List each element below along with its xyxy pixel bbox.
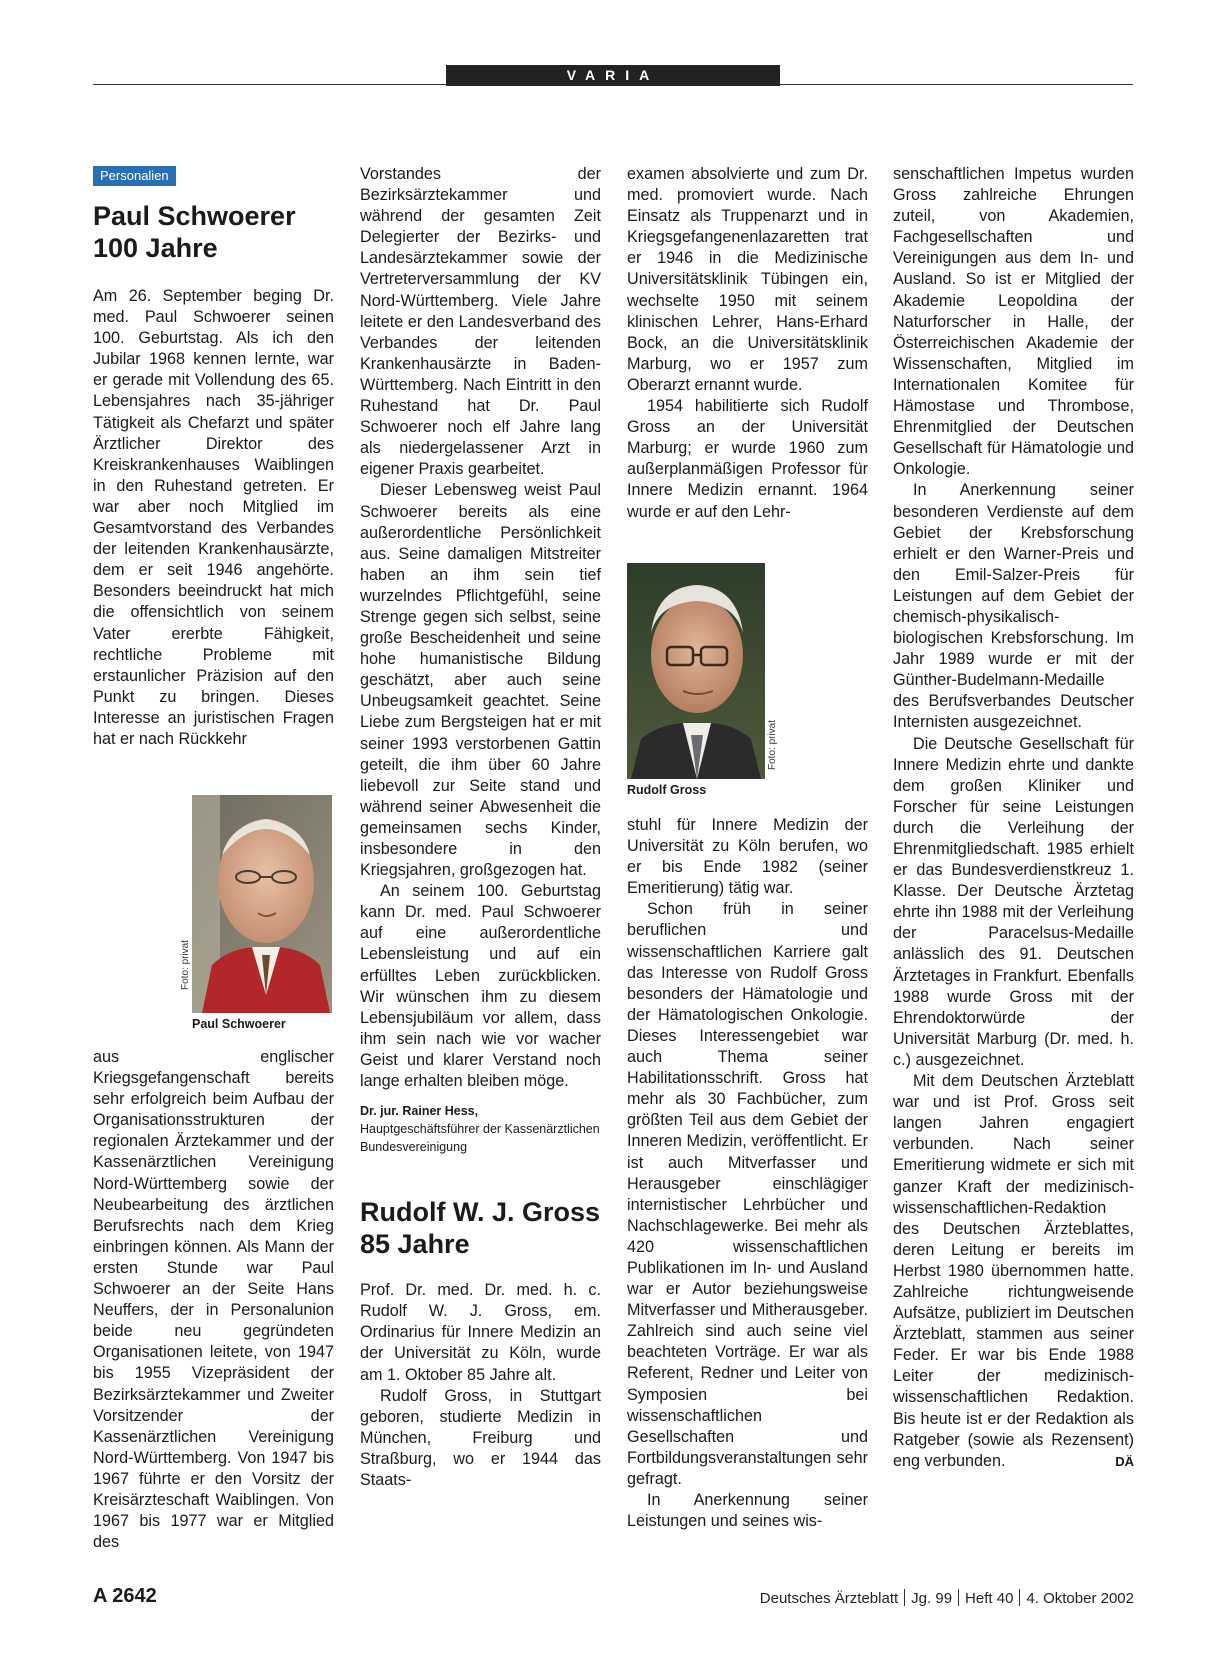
category-tag: Personalien <box>93 166 176 186</box>
article2-final-paragraph: Mit dem Deutschen Ärzteblatt war und ist Prof. Gross seit langen Jahren engagiert verbunden. Nach seiner Emeritierung widmete er sich mit ganzer Kraft der medizinisch-wissenschaftlichen-Redaktion des Deutschen Ärzteblattes, deren Leitung er bereits im Herbst 1980 übernommen hatte. Zahlreiche richtungweisende Aufsätze, publiziert im Deutschen Ärzteblatt, stammen aus seiner Feder. Er war bis Ende 1988 Leiter der medizinisch-wissenschaftlichen Redaktion. Bis heute ist er der Redaktion als Ratgeber (sowie als Rezensent) eng verbunden. <box>893 1072 1134 1470</box>
column-3 <box>627 164 868 523</box>
footer-publication <box>760 1589 1134 1607</box>
photo-caption-1: Paul Schwoerer <box>192 1017 286 1031</box>
article2-paragraph: Rudolf Gross, in Stuttgart geboren, studierte Medizin in München, Freiburg und Straßburg, wo er 1944 das Staats- <box>360 1386 601 1489</box>
photo-credit-1: Foto: privat <box>180 939 191 990</box>
article2-paragraph: Die Deutsche Gesellschaft für Innere Medizin ehrte und dankte dem großen Kliniker und Forscher für seine Leistungen durch die Verleihung der Ehrenmitgliedschaft. 1985 erhielt er das Bundesverdienstkreuz 1. Klasse. Der Deutsche Ärztetag ehrte ihn 1988 mit der Verleihung der Paracelsus-Medaille anlässlich des 91. Deutschen Ärztetages in Frankfurt. Ebenfalls 1988 wurde Gross mit der Ehrendoktorwürde der Universität Marburg (Dr. med. h. c.) ausgezeichnet. <box>893 734 1134 1069</box>
article1-paragraph: Dieser Lebensweg weist Paul Schwoerer bereits als eine außerordentliche Persönlichkeit aus. Seine damaligen Mitstreiter haben an ihm sein tief wurzelndes Pflichtgefühl, seine Strenge gegen sich selbst, seine große Bescheidenheit und seine hohe humanistische Bildung geschätzt, aber auch seine Unbeugsamkeit geachtet. Seine Liebe zum Bergsteigen hat er mit seiner 1993 verstorbenen Gattin geteilt, die ihm über 60 Jahre liebevoll zur Seite stand und während seiner Abwesenheit die gemeinsamen sechs Kinder, insbesondere in den Kriegsjahren, großgezogen hat. <box>360 481 601 880</box>
column-1-continued <box>93 1047 334 1553</box>
article2-paragraph: Schon früh in seiner beruflichen und wissenschaftlichen Karriere galt das Interesse von Rudolf Gross besonders der Hämatologie und der Hämatologischen Onkologie. Dieses Interessengebiet war auch Thema seiner Habilitationsschrift. Gross hat mehr als 30 Fachbücher, zum größten Teil aus dem Gebiet der Inneren Medizin, veröffentlicht. Er ist auch Mitverfasser und Herausgeber einschlägiger internistischer Lehrbücher und Nachschlagewerke. Bei mehr als 420 wissenschaftlichen Publikationen im In- und Ausland war er Autor beziehungsweise Mitverfasser und Mitherausgeber. Zahlreich sind auch seine viel beachteten Vorträge. Er war als Referent, Redner und Leiter von Symposien bei wissenschaftlichen Gesellschaften und Fortbildungsveranstaltungen sehr gefragt. <box>627 900 868 1488</box>
article2-title-line1: Rudolf W. J. Gross <box>360 1197 601 1228</box>
article2-paragraph: Prof. Dr. med. Dr. med. h. c. Rudolf W. J. Gross, em. Ordinarius für Innere Medizin an der Universität zu Köln, wurde am 1. Oktober 85 Jahre alt. <box>360 1281 601 1384</box>
signature-role: Hauptgeschäftsführer der Kassenärztlichen Bundesvereinigung <box>360 1122 600 1155</box>
volume: Jg. 99 <box>911 1590 953 1607</box>
article2-title <box>360 1196 601 1260</box>
article2-paragraph: examen absolvierte und zum Dr. med. promoviert wurde. Nach Einsatz als Truppenarzt und in Kriegsgefangenenlazaretten trat er 1946 in die Medizinische Universitätsklinik Tübingen ein, wechselte 1950 mit seinem klinischen Lehrer, Hans-Erhard Bock, an die Universitätsklinik Marburg, wo er 1957 zum Oberarzt ernannt wurde. <box>627 165 868 394</box>
article2-paragraph: 1954 habilitierte sich Rudolf Gross an der Universität Marburg; er wurde 1960 zum außerplanmäßigen Professor für Innere Medizin ernannt. 1964 wurde er auf den Lehr- <box>627 397 868 521</box>
article2-paragraph: stuhl für Innere Medizin der Universität zu Köln berufen, wo er bis Ende 1982 (seiner Emeritierung) tätig war. <box>627 816 868 898</box>
article2-paragraph <box>893 1071 1134 1472</box>
column-2 <box>360 164 601 1491</box>
issue: Heft 40 <box>965 1590 1014 1607</box>
photo-rudolf-gross <box>627 563 765 779</box>
article2-paragraph: senschaftlichen Impetus wurden Gross zahlreiche Ehrungen zuteil, von Akademien, Fachgesellschaften und Vereinigungen aus dem In- und Ausland. So ist er Mitglied der Akademie Leopoldina der Naturforscher in Halle, der Österreichischen Akademie der Wissenschaften, Mitglied im Internationalen Komitee für Hämostase und Thrombose, Ehrenmitglied der Deutschen Gesellschaft für Hämatologie und Onkologie. <box>893 165 1134 479</box>
photo-caption-2: Rudolf Gross <box>627 783 707 797</box>
issue-date: 4. Oktober 2002 <box>1026 1590 1134 1607</box>
column-4 <box>893 164 1134 1472</box>
photo-credit-2: Foto: privat <box>767 719 778 770</box>
article2-paragraph: In Anerkennung seiner Leistungen und seines wis- <box>627 1491 868 1531</box>
article1-paragraph: Vorstandes der Bezirksärztekammer und während der gesamten Zeit Delegierter der Bezirks- und Landesärztekammer sowie der Vertreterversammlung der KV Nord-Württemberg. Viele Jahre leitete er den Landesverband des Verbandes der leitenden Krankenhausärzte in Baden-Württemberg. Nach Eintritt in den Ruhestand hat Dr. Paul Schwoerer noch elf Jahre lang als niedergelassener Arzt in eigener Praxis gearbeitet. <box>360 165 601 479</box>
column-1 <box>93 165 334 750</box>
article1-title <box>93 200 334 264</box>
column-3-continued <box>627 815 868 1532</box>
page-number: A 2642 <box>93 1585 157 1607</box>
author-abbreviation: DÄ <box>1115 1453 1134 1469</box>
article2-paragraph: In Anerkennung seiner besonderen Verdienste auf dem Gebiet der Krebsforschung erhielt er den Warner-Preis und den Emil-Salzer-Preis für Leistungen auf dem Gebiet der chemisch-physikalisch-biologischen Krebsforschung. Im Jahr 1989 wurde er mit der Günther-Budelmann-Medaille des Berufsverbandes Deutscher Internisten ausgezeichnet. <box>893 481 1134 732</box>
article2-title-line2: 85 Jahre <box>360 1229 470 1260</box>
journal-name: Deutsches Ärzteblatt <box>759 1590 899 1607</box>
signature-name: Dr. jur. Rainer Hess, <box>360 1104 479 1119</box>
photo-paul-schwoerer <box>192 795 332 1013</box>
section-label: VARIA <box>446 65 780 86</box>
article1-paragraph: aus englischer Kriegsgefangenschaft bereits sehr erfolgreich beim Aufbau der Organisationsstrukturen der regionalen Ärztekammer und der Kassenärztlichen Vereinigung Nord-Württemberg sowie der Neubearbeitung des ärztlichen Berufsrechts nach dem Krieg einbringen können. Als Mann der ersten Stunde war Paul Schwoerer an der Seite Hans Neuffers, der in Personalunion beide neu gegründeten Organisationen leitete, von 1947 bis 1955 Vizepräsident der Bezirksärztekammer und Zweiter Vorsitzender der Kassenärztlichen Vereinigung Nord-Württemberg. Von 1947 bis 1967 führte er den Vorsitz der Kreisärzteschaft Waiblingen. Von 1967 bis 1977 war er Mitglied des <box>93 1048 334 1552</box>
article1-paragraph: An seinem 100. Geburtstag kann Dr. med. Paul Schwoerer auf eine außerordentliche Lebensleistung und auf ein erfülltes Leben zurückblicken. Wir wünschen ihm zu diesem Lebensjubiläum vor allem, dass ihm sein nach wie vor wacher Geist und klarer Verstand noch lange erhalten bleiben möge. <box>360 882 601 1091</box>
article1-title-line2: 100 Jahre <box>93 233 218 263</box>
article1-title-line1: Paul Schwoerer <box>93 201 296 231</box>
article1-paragraph: Am 26. September beging Dr. med. Paul Schwoerer seinen 100. Geburtstag. Als ich den Jubilar 1968 kennen lernte, war er gerade mit Vollendung des 65. Lebensjahres nach 35-jähriger Tätigkeit als Chefarzt und später Ärztlicher Direktor des Kreiskrankenhauses Waiblingen in den Ruhestand getreten. Er war aber noch Mitglied im Gesamtvorstand des Verbandes der leitenden Krankenhausärzte, dem er seit 1946 angehörte. Besonders beeindruckt hat mich die offensichtlich von seinem Vater ererbte Fähigkeit, rechtliche Probleme mit erstaunlicher Präzision auf den Punkt zu bringen. Dieses Interesse an juristischen Fragen hat er nach Rückkehr <box>93 287 334 748</box>
